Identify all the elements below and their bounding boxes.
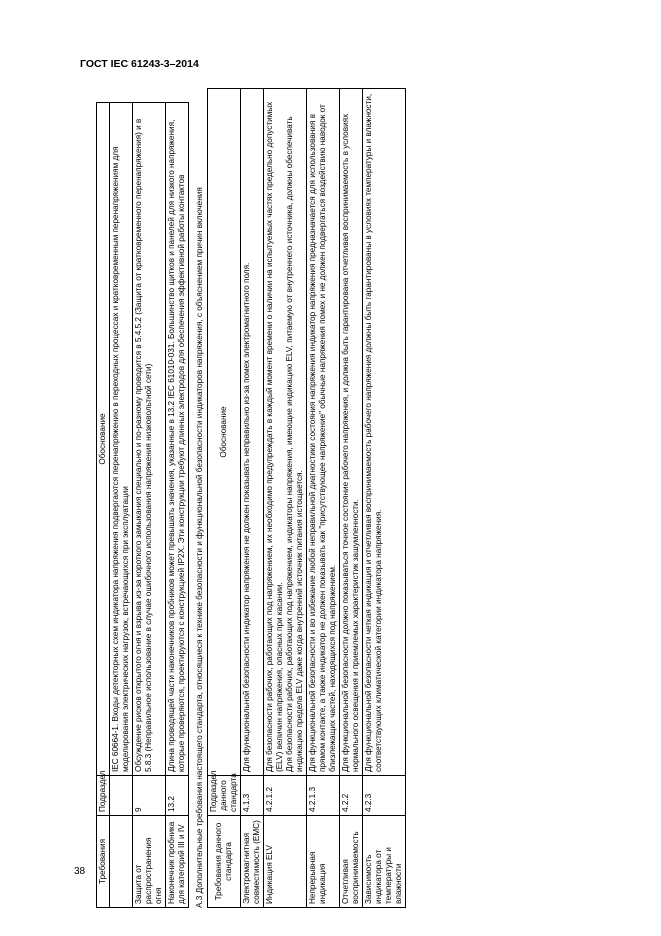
- cell-requirement: Наконечник пробника для категорий III и IV: [166, 816, 189, 908]
- table-header-row: [208, 89, 241, 908]
- rotated-content: [96, 88, 661, 908]
- cell-subsection: [110, 776, 133, 816]
- cell-rationale: Для функциональной безопасности и во избежание любой неправильной диагностики состояния напряжения индикатор напряжения предназначается для использования в прямом контакте, а также индикатор не должен показывать как "присутствующее напряжение" обычные напряжения помех и не должен подвергаться воздействию наводок от близлежащих частей, находящихся под напряжением.: [307, 89, 340, 776]
- col-header-requirements: Требования: [97, 816, 110, 908]
- rationale-paragraph: Для безопасности рабочих, работающих под напряжением, их необходимо предупреждать в каждый момент времени о наличии на испытуемых частях предельно допустимых (ELV) величин напряжения, опасных при касании.: [265, 101, 284, 772]
- col-header-requirements: Требования данного стандарта: [208, 816, 241, 908]
- col-header-subsection: Подраздел данного стандарта: [208, 776, 241, 816]
- table-row: [340, 89, 363, 908]
- cell-rationale: Обсуждение рисков открытого огня и взрыва из-за короткого замыкания специально и по-разному проводится в 5.4.5.2 (Защита от кратковременного перенапряжения) и в 5.8.3 (Неправильное использование в случае ошибочного использования напряжения низковольтной сети): [133, 103, 166, 776]
- cell-requirement: Зависимость индикатора от температуры и влажности: [363, 816, 406, 908]
- col-header-rationale: Обоснование: [97, 103, 110, 776]
- cell-rationale: IEC 60664-1. Входы детекторных схем индикатора напряжения подвергаются перенапряжению в переходных процессах и кратковременным перенапряжениям для моделирования электрических нагрузок, встречающихся при эксплуатации: [110, 103, 133, 776]
- table-row: [363, 89, 406, 908]
- col-header-subsection: Подраздел: [97, 776, 110, 816]
- cell-requirement: Непрерывная индикация: [307, 816, 340, 908]
- cell-rationale: Для функциональной безопасности четкая индикация и отчетливая воспринимаемость рабочего напряжения должны быть гарантированы в условиях температуры и влажности, соответствующих климатической категории индикатора напряжения.: [363, 89, 406, 776]
- document-header: ГОСТ IEC 61243-3–2014: [80, 58, 199, 70]
- cell-requirement: Защита от распространения огня: [133, 816, 166, 908]
- col-header-rationale: Обоснование: [208, 89, 241, 776]
- cell-rationale: Длина проводящей части наконечников пробников может превышать значения, указанные в 13.2 IEC 61010-031. Большинство щитков и панелей для низкого напряжения, которые проверяются, проектируются с конструкцией IP2X. Эти конструкции требуют длинных электродов для обеспечения эффективной работы контактов: [166, 103, 189, 776]
- rationale-table-continued: [96, 102, 189, 908]
- table-row: [241, 89, 264, 908]
- additional-requirements-table: [207, 88, 406, 908]
- cell-requirement: [110, 816, 133, 908]
- table-caption: А.3 Дополнительные требования настоящего стандарта, относящиеся к технике безопасности и функциональной безопасности индикаторов напряжения, с объяснением причин включения: [195, 187, 204, 908]
- rationale-paragraph: Для безопасности рабочих, работающих под напряжением, индикаторы напряжения, имеющие индикацию ELV, питаемую от внутреннего источника, должны обеспечивать индикацию предела ELV даже когда внутренний источник питания истощается.: [285, 116, 304, 772]
- table-header-row: [97, 103, 110, 908]
- cell-requirement: Индикация ELV: [264, 816, 307, 908]
- table-row: [166, 103, 189, 908]
- cell-subsection: 9: [133, 776, 166, 816]
- cell-requirement: Отчетливая воспринимаемость: [340, 816, 363, 908]
- cell-rationale: Для функциональной безопасности должно показываться точное состояние рабочего напряжения, и должна быть гарантирована отчетливая воспринимаемость в условиях нормального освещения и приемлемых характеристик зашумленности.: [340, 89, 363, 776]
- cell-subsection: 4.2.1.3: [307, 776, 340, 816]
- cell-subsection: 13.2: [166, 776, 189, 816]
- cell-requirement: Электромагнитная совместимость (ЕМС): [241, 816, 264, 908]
- cell-subsection: 4.2.2: [340, 776, 363, 816]
- table-row: [133, 103, 166, 908]
- table-row: [110, 103, 133, 908]
- cell-subsection: 4.2.3: [363, 776, 406, 816]
- page-number: 38: [74, 866, 86, 877]
- table-row: [264, 89, 307, 908]
- cell-rationale: [264, 89, 307, 776]
- table-row: [307, 89, 340, 908]
- cell-subsection: 4.1.3: [241, 776, 264, 816]
- cell-rationale: Для функциональной безопасности индикатор напряжения не должен показывать неправильно из-за помех электромагнитного поля.: [241, 89, 264, 776]
- cell-subsection: 4.2.1.2: [264, 776, 307, 816]
